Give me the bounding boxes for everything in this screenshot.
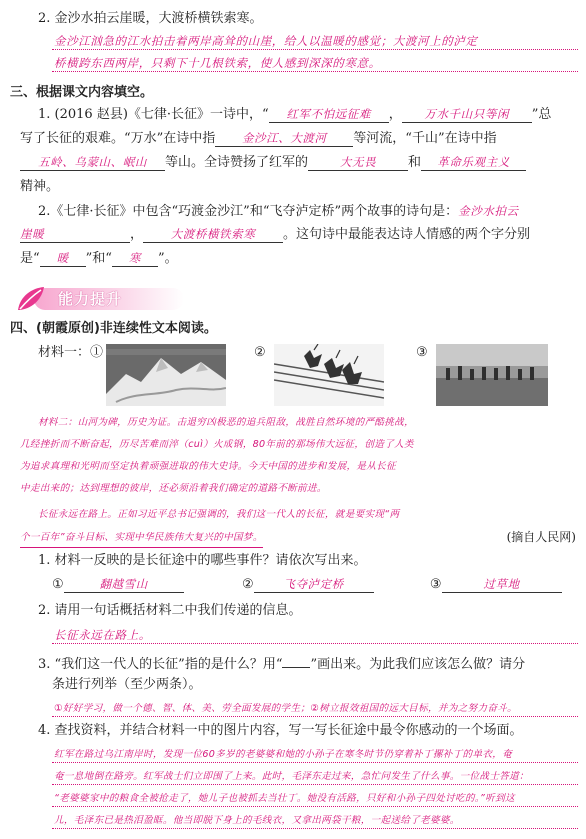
m2-line2: 几经挫折而不断奋起，历尽苦难而淬（cuì）火成钢，80年前的那场伟大远征，创造了人类: [20, 439, 414, 450]
m2-line5: 长征永远在路上。正如习近平总书记强调的，我们这一代人的长征，就是要实现“两: [38, 509, 400, 520]
s4-q1-answers: ① 翻越雪山 ② 飞夺泸定桥 ③ 过草地: [52, 576, 562, 594]
material1-mark-3: ③: [416, 345, 428, 360]
q2-answer-line2: 桥横跨东西两岸，只剩下十几根铁索，使人感到深深的寒意。: [54, 56, 381, 70]
snow-mountain-image: [106, 344, 226, 406]
q2-answer-line1: 金沙江汹急的江水拍击着两岸高耸的山崖，给人以温暖的感觉；大渡河上的泸定: [54, 34, 478, 48]
answer-rule: [52, 643, 578, 644]
m2-line1: 材料二：山河为碑，历史为证。击退穷凶极恶的追兵阻敌，战胜自然环境的严酷挑战，: [38, 417, 414, 428]
s4-q4-answer-1: 红军在路过乌江南岸时，发现一位60多岁的老婆婆和她的小孙子在寒冬时节仍穿着补丁摞补丁的单衣，奄: [54, 749, 513, 760]
m2-line3: 为追求真理和光明而坚定执着顽强进取的伟大史诗。今天中国的进步和发展，是从长征: [20, 461, 396, 472]
s3-q1-line3: 五岭、乌蒙山、岷山 等山。全诗赞扬了红军的 大无畏 和 革命乐观主义: [20, 154, 526, 172]
s4-q3-prompt: 3. “我们这一代人的长征”指的是什么？用“ ”画出来。为此我们应该怎么做？请分: [38, 652, 525, 674]
s4-q2-prompt: 2. 请用一句话概括材料二中我们传递的信息。: [38, 603, 302, 618]
s4-q2-answer: 长征永远在路上。: [54, 628, 151, 642]
s4-q3-answer: ①好好学习，做一个德、智、体、美、劳全面发展的学生；②树立报效祖国的远大目标，并为之努力奋斗。: [54, 703, 518, 714]
answer-rule: [52, 784, 578, 785]
s4-q4-answer-3: “老婆婆家中的粮食全被抢走了，她儿子也被抓去当壮丁。她没有活路，只好和小孙子四处讨吃的。”听到这: [54, 793, 515, 804]
luding-bridge-image: [274, 344, 384, 406]
grassland-march-image: [436, 344, 548, 406]
leaf-icon: [14, 284, 48, 314]
answer-rule: [52, 762, 578, 763]
s3-q2-line1: 2.《七律·长征》中包含“巧渡金沙江”和“飞夺泸定桥”两个故事的诗句是：金沙水拍云: [38, 204, 519, 219]
s3-q1-line2: 写了长征的艰难。“万水”在诗中指 金沙江、大渡河 等河流，“千山”在诗中指: [20, 131, 497, 146]
answer-rule: [52, 806, 578, 807]
s3-q1-line1: 1. (2016 赵县)《七律·长征》一诗中，“ 红军不怕远征难 ， 万水千山只等闲 ”总: [38, 107, 552, 122]
material1-label: 材料一：①: [38, 345, 104, 360]
s3-q2-line2: 崖暖 ， 大渡桥横铁索寒 。这句诗中最能表达诗人情感的两个字分别: [20, 227, 531, 242]
s4-q1-prompt: 1. 材料一反映的是长征途中的哪些事件？请依次写出来。: [38, 553, 367, 568]
s4-q4-prompt: 4. 查找资料，并结合材料一中的图片内容，写一写长征途中最令你感动的一个场面。: [38, 723, 523, 738]
s3-q2-line3: 是“ 暖 ”和“ 寒 ”。: [20, 251, 178, 266]
s3-q1-line4: 精神。: [20, 179, 60, 194]
m2-line6: 个一百年”奋斗目标、实现中华民族伟大复兴的中国梦。 (摘自人民网): [20, 528, 576, 548]
material1-mark-2: ②: [254, 345, 266, 360]
answer-rule: [52, 828, 578, 829]
answer-rule: [52, 71, 578, 72]
section-4-title: 四、(朝霞原创)非连续性文本阅读。: [10, 321, 217, 336]
ability-banner: [14, 284, 189, 314]
m2-line4: 中走出来的；达到理想的彼岸，还必须沿着我们确定的道路不断前进。: [20, 483, 327, 494]
section-3-title: 三、根据课文内容填空。: [10, 85, 154, 100]
answer-rule: [52, 49, 578, 50]
ability-title: 能力提升: [58, 290, 123, 308]
q2-prompt: 2. 金沙水拍云崖暖，大渡桥横铁索寒。: [38, 11, 263, 26]
s4-q4-answer-2: 奄一息地倒在路旁。红军战士们立即围了上来。此时，毛泽东走过来，急忙问发生了什么事。一位战士答道：: [54, 771, 529, 782]
s4-q4-answer-4: 儿，毛泽东已是热泪盈眶。他当即脱下身上的毛线衣，又拿出两袋干粮，一起送给了老婆婆。: [54, 815, 460, 826]
answer-rule: [52, 716, 578, 717]
s4-q3-prompt-line2: 条进行列举（至少两条）。: [52, 677, 202, 692]
